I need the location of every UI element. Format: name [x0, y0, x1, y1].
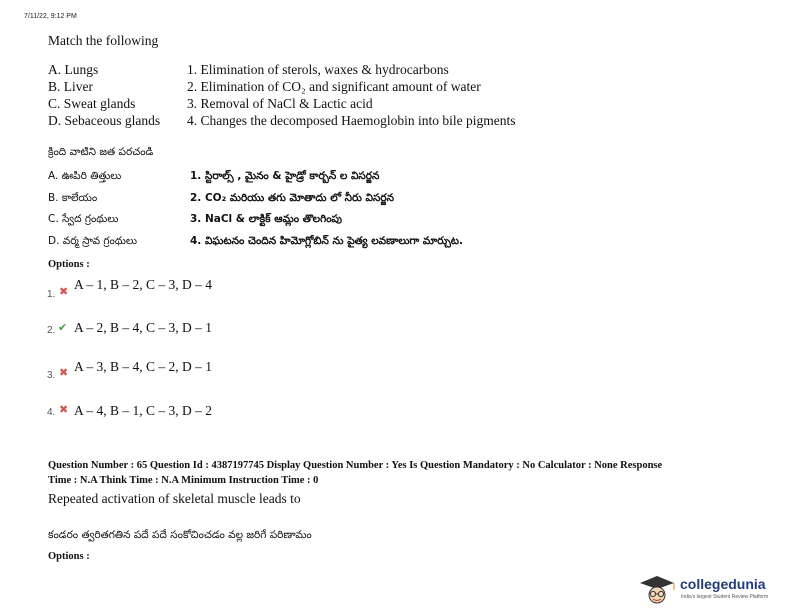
graduate-mascot-icon	[636, 574, 678, 606]
telugu-right-item: 1. స్టిరాల్స్ , మైనం & హైడ్రో కార్బన్ ల విసర్జన	[190, 170, 380, 182]
options-label: Options :	[48, 259, 90, 270]
logo-tagline: India's largest Student Review Platform	[681, 594, 769, 600]
wrong-mark-icon: ✖	[59, 403, 69, 416]
english-left-item: B. Liver	[48, 79, 93, 94]
logo-wordmark: collegedunia	[680, 576, 766, 592]
telugu-right-item: 4. విఘటనం చెందిన హిమోగ్లోబిన్ ను పైత్య లవణాలుగా మార్చుట.	[190, 235, 464, 247]
question-meta-line-2: Time : N.A Think Time : N.A Minimum Instruction Time : 0	[48, 475, 319, 486]
telugu-left-item: B. కాలేయం	[48, 192, 98, 204]
telugu-left-item: C. స్వేద గ్రంథులు	[48, 213, 119, 225]
next-question-english: Repeated activation of skeletal muscle leads to	[48, 491, 301, 506]
wrong-mark-icon: ✖	[59, 285, 69, 298]
telugu-right-item: 3. NaCl & లాక్టిక్ ఆమ్లం తొలగింపు	[190, 213, 342, 225]
option-number: 3.	[47, 370, 56, 381]
option-text: A – 3, B – 4, C – 2, D – 1	[74, 359, 213, 374]
option-text: A – 1, B – 2, C – 3, D – 4	[74, 277, 213, 292]
telugu-prompt: క్రింది వాటిని జత పరచండి	[48, 146, 154, 158]
next-question-telugu: కండరం త్వరితగతిన పదే పదే సంకోచించడం వల్ల జరిగే పరిణామం	[48, 529, 312, 541]
english-right-item: 3. Removal of NaCl & Lactic acid	[187, 96, 373, 111]
english-right-item: 4. Changes the decomposed Haemoglobin into bile pigments	[187, 113, 516, 128]
option-text: A – 2, B – 4, C – 3, D – 1	[74, 320, 213, 335]
question-prompt: Match the following	[48, 33, 159, 48]
print-timestamp: 7/11/22, 9:12 PM	[24, 13, 77, 20]
option-number: 2.	[47, 325, 56, 336]
english-left-item: D. Sebaceous glands	[48, 113, 161, 128]
question-meta-line-1: Question Number : 65 Question Id : 4387197745 Display Question Number : Yes Is Question Mandatory : No Calculator : None Response	[48, 460, 663, 471]
english-right-item: 1. Elimination of sterols, waxes & hydrocarbons	[187, 62, 449, 77]
telugu-left-item: A. ఊపిరి తిత్తులు	[48, 170, 122, 182]
option-text: A – 4, B – 1, C – 3, D – 2	[74, 403, 213, 418]
next-options-label: Options :	[48, 551, 90, 562]
english-right-item: 2. Elimination of CO₂ and significant amount of water	[187, 79, 481, 94]
option-number: 1.	[47, 289, 56, 300]
telugu-left-item: D. వర్మ స్రావ గ్రంథులు	[48, 235, 137, 247]
english-left-item: A. Lungs	[48, 62, 99, 77]
correct-check-icon: ✔	[58, 321, 68, 334]
english-left-item: C. Sweat glands	[48, 96, 136, 111]
wrong-mark-icon: ✖	[59, 366, 69, 379]
option-number: 4.	[47, 407, 56, 418]
collegedunia-logo	[636, 574, 788, 606]
telugu-right-item: 2. CO₂ మరియు తగు మోతాదు లో నీరు విసర్జన	[190, 192, 394, 204]
